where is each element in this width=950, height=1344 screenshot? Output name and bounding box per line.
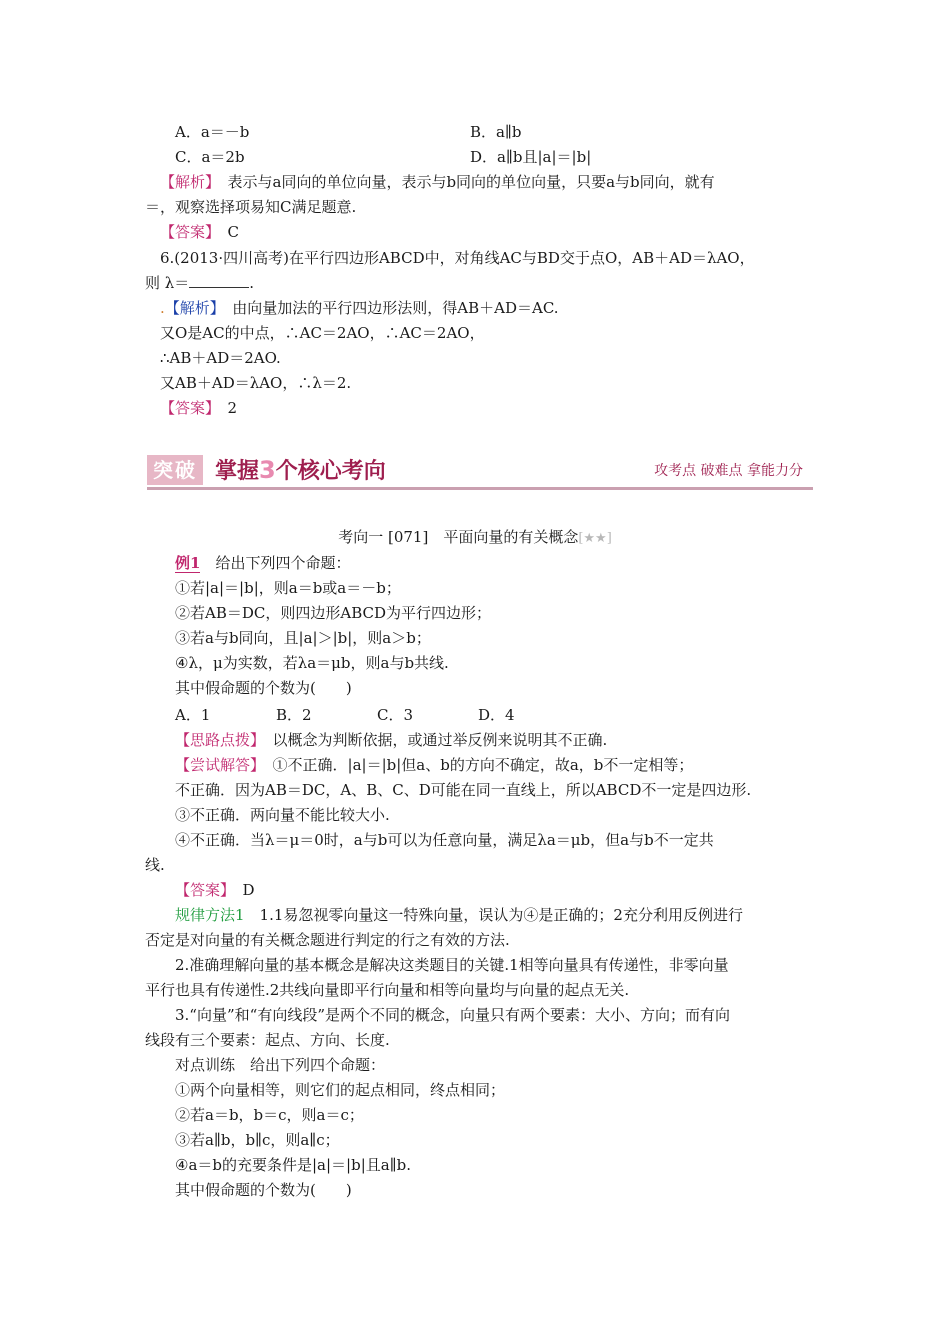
- q6-stem-pre: 则 λ＝: [145, 274, 190, 292]
- proposition-3: ③若a与b同向，且|a|＞|b|，则a＞b；: [175, 629, 431, 647]
- example-stem-text: 给出下列四个命题：: [200, 554, 351, 572]
- q5-analysis-cont: ＝，观察选择项易知C满足题意.: [145, 198, 357, 216]
- q5-option-a: A．a＝－b: [175, 123, 250, 141]
- section-heading-text: 考向一 [071] 平面向量的有关概念: [338, 528, 579, 546]
- q6-line3: 又O是AC的中点，∴AC＝2AO，∴AC＝2AO，: [160, 324, 485, 342]
- solution-line-4: ④不正确．当λ＝μ＝0时，a与b可以为任意向量，满足λa＝μb，但a与b不一定共: [175, 831, 714, 849]
- method-line-4: 平行也具有传递性.2共线向量即平行向量和相等向量均与向量的起点无关.: [145, 981, 630, 999]
- q5-answer: [160, 222, 239, 242]
- solution-text: ①不正确．|a|＝|b|但a、b的方向不确定，故a，b不一定相等；: [257, 756, 694, 774]
- example-stem: [175, 553, 350, 573]
- example-option-a: A．1: [175, 706, 211, 724]
- banner-title: [215, 455, 386, 487]
- hint-text: 以概念为判断依据，或通过举反例来说明其不正确.: [257, 731, 608, 749]
- example-hint: [175, 730, 607, 750]
- method-line-1: [175, 905, 743, 925]
- method-text-1: 1.1易忽视零向量这一特殊向量，误认为④是正确的；2充分利用反例进行: [244, 906, 743, 924]
- method-line-2: 否定是对向量的有关概念题进行判定的行之有效的方法.: [145, 931, 510, 949]
- hint-tag: 【思路点拨】: [175, 731, 258, 749]
- method-line-3: 2.准确理解向量的基本概念是解决这类题目的关键.1相等向量具有传递性，非零向量: [175, 956, 729, 974]
- q5-option-c: C．a＝2b: [175, 148, 245, 166]
- proposition-1: ①若|a|＝|b|，则a＝b或a＝－b；: [175, 579, 401, 597]
- example-answer: [175, 880, 255, 900]
- marker-dot: .: [160, 299, 165, 317]
- practice-stem: 对点训练 给出下列四个命题：: [175, 1056, 386, 1074]
- analysis-text: 由向量加法的平行四边形法则，得AB＋AD＝AC.: [217, 299, 559, 317]
- example-solution: [175, 755, 693, 775]
- section-heading: [0, 527, 950, 549]
- answer-value: D: [227, 881, 255, 899]
- practice-proposition-2: ②若a＝b，b＝c，则a＝c；: [175, 1106, 364, 1124]
- q6-line5: 又AB＋AD＝λAO，∴λ＝2.: [160, 374, 352, 392]
- method-line-6: 线段有三个要素：起点、方向、长度.: [145, 1031, 390, 1049]
- answer-blank: [189, 273, 249, 288]
- banner-title-num: 3: [259, 456, 276, 484]
- practice-proposition-1: ①两个向量相等，则它们的起点相同，终点相同；: [175, 1081, 506, 1099]
- q5-analysis: [160, 172, 715, 192]
- section-banner: [147, 455, 813, 491]
- answer-value: C: [212, 223, 239, 241]
- q6-stem-post: .: [249, 274, 255, 292]
- analysis-text: 表示与a同向的单位向量，表示与b同向的单位向量，只要a与b同向，就有: [212, 173, 715, 191]
- example-question: 其中假命题的个数为( ): [175, 679, 352, 697]
- q5-option-d: D．a∥b且|a|＝|b|: [470, 148, 592, 166]
- banner-tagline: 攻考点 破难点 拿能力分: [654, 463, 803, 479]
- solution-line-4-cont: 线.: [145, 856, 165, 874]
- example-option-b: B．2: [276, 706, 312, 724]
- banner-title-pre: 掌握: [215, 459, 260, 484]
- q5-option-b: B．a∥b: [470, 123, 522, 141]
- answer-tag: 【答案】: [175, 881, 228, 899]
- practice-proposition-3: ③若a∥b，b∥c，则a∥c；: [175, 1131, 340, 1149]
- answer-tag: 【答案】: [160, 399, 213, 417]
- difficulty-stars: [★★]: [578, 531, 612, 546]
- practice-proposition-4: ④a＝b的充要条件是|a|＝|b|且a∥b.: [175, 1156, 411, 1174]
- example-tag: 例1: [175, 554, 201, 572]
- banner-box: 突破: [147, 455, 203, 485]
- proposition-4: ④λ，μ为实数，若λa＝μb，则a与b共线.: [175, 654, 449, 672]
- method-line-5: 3.“向量”和“有向线段”是两个不同的概念，向量只有两个要素：大小、方向；而有向: [175, 1006, 730, 1024]
- solution-tag: 【尝试解答】: [175, 756, 258, 774]
- q6-analysis: [160, 298, 559, 318]
- banner-title-post: 个核心考向: [275, 459, 386, 484]
- q6-stem-cont: [145, 273, 254, 293]
- proposition-2: ②若AB＝DC，则四边形ABCD为平行四边形；: [175, 604, 491, 622]
- practice-question: 其中假命题的个数为( ): [175, 1181, 352, 1199]
- answer-tag: 【答案】: [160, 223, 213, 241]
- example-option-d: D．4: [478, 706, 515, 724]
- answer-value: 2: [212, 399, 238, 417]
- banner-rule: [147, 487, 813, 490]
- method-tag: 规律方法1: [175, 906, 245, 924]
- analysis-tag: 【解析】: [164, 299, 218, 317]
- q6-stem: 6.(2013·四川高考)在平行四边形ABCD中，对角线AC与BD交于点O，AB＋AD＝λAO，: [160, 249, 755, 267]
- q6-line4: ∴AB＋AD＝2AO.: [160, 349, 281, 367]
- analysis-tag: 【解析】: [160, 173, 213, 191]
- q6-answer: [160, 398, 237, 418]
- solution-line-3: ③不正确．两向量不能比较大小.: [175, 806, 390, 824]
- solution-line-2: 不正确．因为AB＝DC，A、B、C、D可能在同一直线上，所以ABCD不一定是四边形.: [175, 781, 752, 799]
- example-option-c: C．3: [377, 706, 414, 724]
